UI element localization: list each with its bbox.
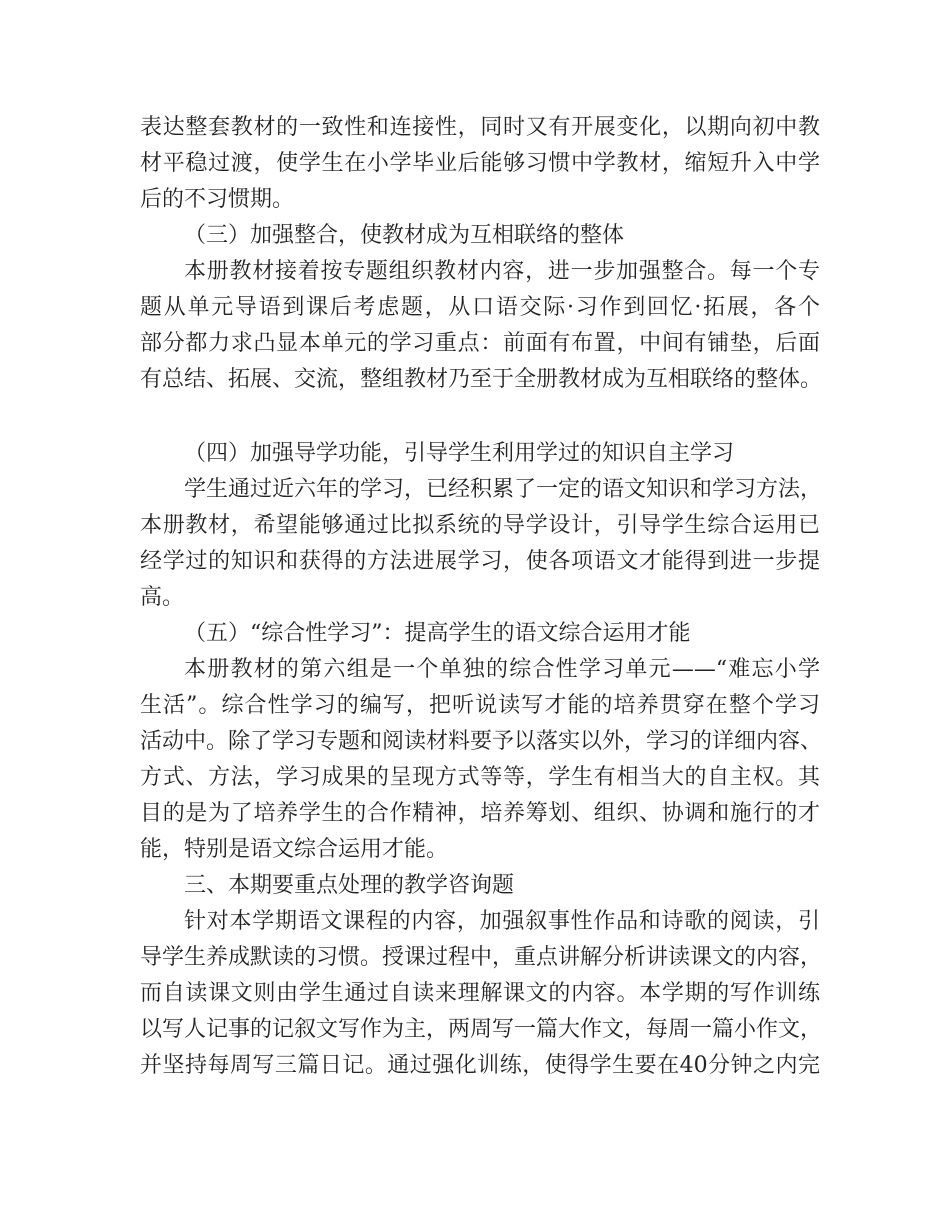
text-line: 本册教材，希望能够通过比拟系统的导学设计，引导学生综合运用已	[140, 513, 820, 538]
text-line: 表达整套教材的一致性和连接性，同时又有开展变化，以期向初中教	[140, 115, 820, 140]
text-line: 并坚持每周写三篇日记。通过强化训练，使得学生要在40分钟之内完	[140, 1053, 820, 1078]
text-line: 生活”。综合性学习的编写，把听说读写才能的培养贯穿在整个学习	[140, 693, 820, 718]
text-line: 部分都力求凸显本单元的学习重点：前面有布置，中间有铺垫，后面	[140, 331, 820, 356]
section-heading: （五）“综合性学习”：提高学生的语文综合运用才能	[184, 621, 691, 646]
text-line: 导学生养成默读的习惯。授课过程中，重点讲解分析讲读课文的内容，	[140, 945, 823, 970]
text-line: 经学过的知识和获得的方法进展学习，使各项语文才能得到进一步提	[140, 549, 820, 574]
text-line: 目的是为了培养学生的合作精神，培养筹划、组织、协调和施行的才	[140, 801, 820, 826]
text-line: 以写人记事的记叙文写作为主，两周写一篇大作文，每周一篇小作文，	[140, 1017, 823, 1042]
text-line: 学生通过近六年的学习，已经积累了一定的语文知识和学习方法，	[184, 477, 823, 502]
text-line: 题从单元导语到课后考虑题，从口语交际·习作到回忆·拓展，各个	[140, 295, 820, 320]
text-line: 方式、方法，学习成果的呈现方式等等，学生有相当大的自主权。其	[140, 765, 820, 790]
text-line: 材平稳过渡，使学生在小学毕业后能够习惯中学教材，缩短升入中学	[140, 151, 820, 176]
text-line: 本册教材接着按专题组织教材内容，进一步加强整合。每一个专	[184, 259, 820, 284]
text-line: 而自读课文则由学生通过自读来理解课文的内容。本学期的写作训练	[140, 981, 820, 1006]
text-line: 后的不习惯期。	[140, 187, 295, 212]
section-heading: （四）加强导学功能，引导学生利用学过的知识自主学习	[184, 441, 735, 466]
text-line: 本册教材的第六组是一个单独的综合性学习单元——“难忘小学	[184, 657, 820, 682]
section-heading: （三）加强整合，使教材成为互相联络的整体	[184, 223, 625, 248]
text-line: 能，特别是语文综合运用才能。	[140, 837, 449, 862]
text-line: 针对本学期语文课程的内容，加强叙事性作品和诗歌的阅读，引	[184, 909, 820, 934]
text-line: 有总结、拓展、交流，整组教材乃至于全册教材成为互相联络的整体。	[140, 367, 823, 392]
text-line: 活动中。除了学习专题和阅读材料要予以落实以外，学习的详细内容、	[140, 729, 823, 754]
text-line: 高。	[140, 585, 185, 610]
section-heading: 三、本期要重点处理的教学咨询题	[184, 873, 515, 898]
